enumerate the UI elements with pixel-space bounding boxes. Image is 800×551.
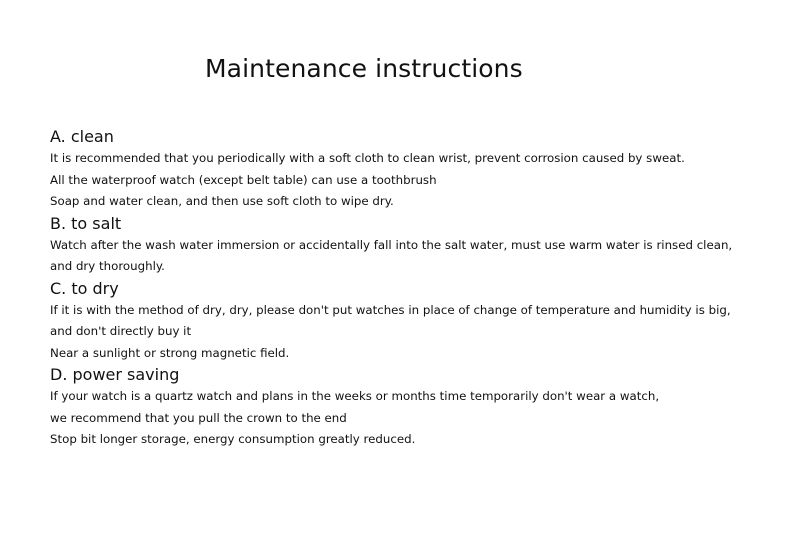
section-power-saving <box>50 364 770 451</box>
section-heading: C. to dry <box>50 278 119 298</box>
instruction-line: we recommend that you pull the crown to the end <box>50 410 347 425</box>
section-heading: A. clean <box>50 127 114 146</box>
instruction-line: It is recommended that you periodically with a soft cloth to clean wrist, prevent corrosion caused by sweat. <box>50 151 685 165</box>
instruction-line: Near a sunlight or strong magnetic field. <box>50 345 290 360</box>
instruction-line: and don't directly buy it <box>50 324 192 338</box>
section-clean <box>50 126 770 213</box>
instruction-content <box>50 126 770 451</box>
instruction-line: and dry thoroughly. <box>50 259 165 273</box>
instruction-line: If your watch is a quartz watch and plans in the weeks or months time temporarily don't wear a watch, <box>50 389 660 403</box>
instruction-line: Soap and water clean, and then use soft cloth to wipe dry. <box>50 194 394 208</box>
instruction-line: All the waterproof watch (except belt table) can use a toothbrush <box>50 172 437 187</box>
instruction-line: If it is with the method of dry, dry, please don't put watches in place of change of temperature and humidity is big, <box>50 302 731 317</box>
section-heading: B. to salt <box>50 213 122 233</box>
section-heading: D. power saving <box>50 365 180 384</box>
page-title: Maintenance instructions <box>205 54 523 83</box>
section-to-dry <box>50 278 770 365</box>
section-to-salt <box>50 213 770 278</box>
instruction-line: Stop bit longer storage, energy consumption greatly reduced. <box>50 432 416 446</box>
instruction-line: Watch after the wash water immersion or accidentally fall into the salt water, must use warm water is rinsed clean, <box>50 237 733 252</box>
